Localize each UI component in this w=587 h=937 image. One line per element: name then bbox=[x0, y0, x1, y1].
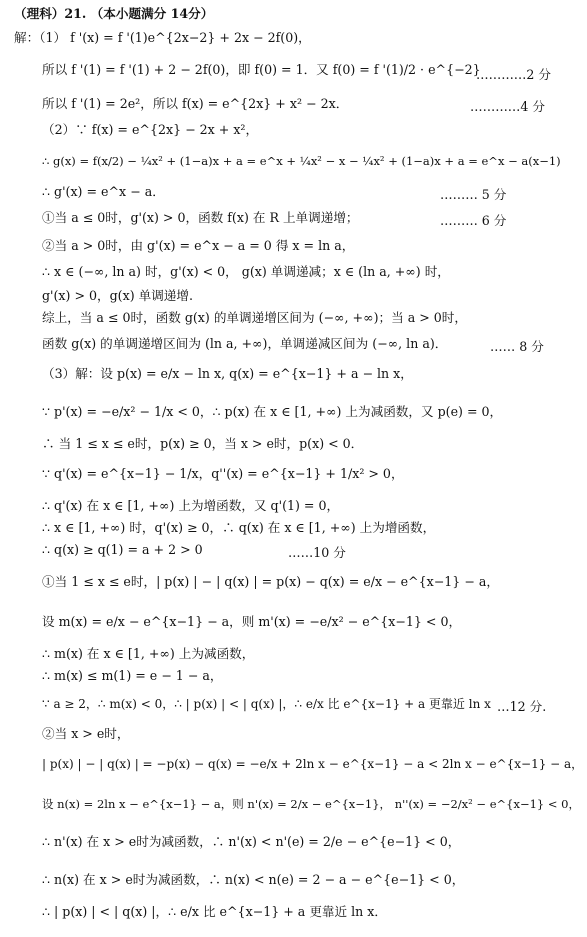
line-27: 设 n(x) = 2ln x − e^{x−1} − a，则 n'(x) = 2/x − e^{x−1}， n''(x) = −2/x² − e^{x−1} < 0， bbox=[42, 797, 580, 811]
line-22: ∴ m(x) 在 x ∈ [1, +∞) 上为减函数， bbox=[42, 646, 255, 661]
score-12: …12 分. bbox=[497, 699, 547, 714]
line-18: ∴ x ∈ [1, +∞) 时，q'(x) ≥ 0，∴ q(x) 在 x ∈ [1, +∞) 上为增函数， bbox=[42, 520, 436, 535]
line-29: ∴ n(x) 在 x > e时为减函数，∴ n(x) < n(e) = 2 − a − e^{e−1} < 0， bbox=[42, 872, 465, 887]
line-13: （3）解：设 p(x) = e/x − ln x, q(x) = e^{x−1} + a − ln x， bbox=[42, 366, 413, 381]
line-21: 设 m(x) = e/x − e^{x−1} − a，则 m'(x) = −e/x² − e^{x−1} < 0， bbox=[42, 614, 462, 629]
line-19: ∴ q(x) ≥ q(1) = a + 2 > 0 bbox=[42, 542, 203, 557]
line-2: 所以 f '(1) = f '(1) + 2 − 2f(0)，即 f(0) = 1．又 f(0) = f '(1)/2 · e^{−2} bbox=[42, 62, 481, 77]
line-15: ∴ 当 1 ≤ x ≤ e时，p(x) ≥ 0，当 x > e时，p(x) < 0． bbox=[42, 436, 364, 451]
line-24: ∵ a ≥ 2，∴ m(x) < 0，∴ | p(x) | < | q(x) |，∴ e/x 比 e^{x−1} + a 更靠近 ln x bbox=[42, 697, 491, 711]
line-10: g'(x) > 0，g(x) 单调递增. bbox=[42, 288, 193, 303]
line-7: ①当 a ≤ 0时，g'(x) > 0，函数 f(x) 在 R 上单调递增； bbox=[42, 210, 359, 225]
line-28: ∴ n'(x) 在 x > e时为减函数，∴ n'(x) < n'(e) = 2/e − e^{e−1} < 0， bbox=[42, 834, 461, 849]
score-6: ……… 6 分 bbox=[440, 213, 507, 228]
line-26: | p(x) | − | q(x) | = −p(x) − q(x) = −e/x + 2ln x − e^{x−1} − a < 2ln x − e^{x−1} − a， bbox=[42, 757, 584, 771]
score-4: …………4 分 bbox=[470, 99, 545, 114]
line-1: 解：（1） f '(x) = f '(1)e^{2x−2} + 2x − 2f(0)， bbox=[14, 30, 311, 45]
score-5: ……… 5 分 bbox=[440, 187, 507, 202]
line-8: ②当 a > 0时，由 g'(x) = e^x − a = 0 得 x = ln a， bbox=[42, 238, 355, 253]
line-5: ∴ g(x) = f(x/2) − ¼x² + (1−a)x + a = e^x + ¼x² − x − ¼x² + (1−a)x + a = e^x − a(x−1) bbox=[42, 154, 561, 168]
line-9: ∴ x ∈ (−∞, ln a) 时，g'(x) < 0， g(x) 单调递减；x ∈ (ln a, +∞) 时， bbox=[42, 264, 450, 279]
line-23: ∴ m(x) ≤ m(1) = e − 1 − a， bbox=[42, 668, 223, 683]
line-30: ∴ | p(x) | < | q(x) |，∴ e/x 比 e^{x−1} + a 更靠近 ln x． bbox=[42, 904, 387, 919]
problem-heading: （理科）21. （本小题满分 14分） bbox=[14, 6, 214, 21]
line-12: 函数 g(x) 的单调递增区间为 (ln a, +∞)，单调递减区间为 (−∞, ln a)． bbox=[42, 336, 448, 351]
score-8: …… 8 分 bbox=[490, 339, 544, 354]
line-20: ①当 1 ≤ x ≤ e时，| p(x) | − | q(x) | = p(x) − q(x) = e/x − e^{x−1} − a， bbox=[42, 574, 499, 589]
line-25: ②当 x > e时， bbox=[42, 726, 130, 741]
line-17: ∴ q'(x) 在 x ∈ [1, +∞) 上为增函数，又 q'(1) = 0， bbox=[42, 498, 340, 513]
line-11: 综上，当 a ≤ 0时，函数 g(x) 的单调递增区间为 (−∞, +∞)；当 a > 0时， bbox=[42, 310, 467, 325]
score-10: ……10 分 bbox=[288, 545, 346, 560]
score-2: …………2 分 bbox=[476, 67, 551, 82]
line-6: ∴ g'(x) = e^x − a． bbox=[42, 184, 165, 199]
line-3: 所以 f '(1) = 2e²，所以 f(x) = e^{2x} + x² − 2x． bbox=[42, 96, 349, 111]
line-14: ∵ p'(x) = −e/x² − 1/x < 0，∴ p(x) 在 x ∈ [1, +∞) 上为减函数，又 p(e) = 0， bbox=[42, 404, 503, 419]
line-4: （2）∵ f(x) = e^{2x} − 2x + x²， bbox=[42, 122, 259, 137]
line-16: ∵ q'(x) = e^{x−1} − 1/x，q''(x) = e^{x−1} + 1/x² > 0， bbox=[42, 466, 404, 481]
